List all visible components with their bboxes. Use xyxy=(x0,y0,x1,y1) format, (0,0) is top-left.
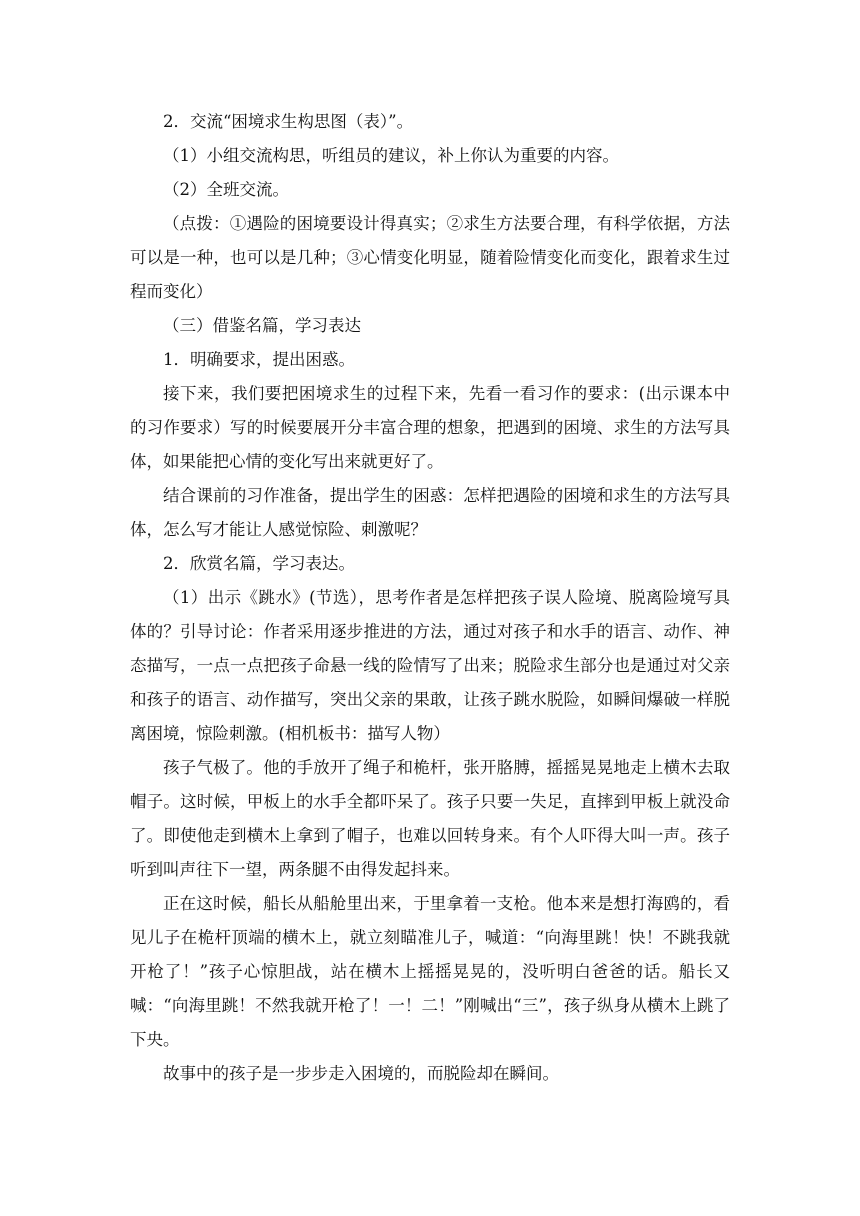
paragraph-excerpt-part-1: 孩子气极了。他的手放开了绳子和桅杆，张开胳膊，摇摇晃晃地走上横木去取帽子。这时候，甲板上的水手全都吓呆了。孩子只要一失足，直摔到甲板上就没命了。即使他走到横木上拿到了帽子，也难以回转身来。有个人吓得大叫一声。孩子听到叫声往下一望，两条腿不由得发起抖来。 xyxy=(130,758,730,879)
paragraph-group-exchange: （1）小组交流构思，听组员的建议，补上你认为重要的内容。 xyxy=(163,146,619,165)
paragraph-jump-excerpt-analysis: （1）出示《跳水》(节选），思考作者是怎样把孩子误人险境、脱离险境写具体的？引导讨论：作者采用逐步推进的方法，通过对孩子和水手的语言、动作、神态描写，一点一点把孩子命悬一线的险情写了出来；脱险求生部分也是通过对父亲和孩子的语言、动作描写，突出父亲的果敢，让孩子跳水脱险，如瞬间爆破一样脱离困境，惊险刺激。(相机板书：描写人物） xyxy=(130,588,730,743)
paragraph-guidance-note: （点拨：①遇险的困境要设计得真实；②求生方法要合理，有科学依据，方法可以是一种，也可以是几种；③心情变化明显，随着险情变化而变化，跟着求生过程而变化） xyxy=(130,214,730,301)
section-heading-learn-expression: （三）借鉴名篇，学习表达 xyxy=(163,316,361,335)
paragraph-student-confusion: 结合课前的习作准备，提出学生的困惑：怎样把遇险的困境和求生的方法写具体，怎么写才能让人感觉惊险、刺激呢？ xyxy=(130,486,730,539)
paragraph-exchange-heading: 2．交流“困境求生构思图（表）”。 xyxy=(163,112,414,131)
paragraph-conclusion: 故事中的孩子是一步步走入困境的，而脱险却在瞬间。 xyxy=(163,1064,559,1083)
paragraph-excerpt-part-2: 正在这时候，船长从船舱里出来，于里拿着一支枪。他本来是想打海鸥的，看见儿子在桅杆顶端的横木上，就立刻瞄准儿子，喊道：“向海里跳！快！不跳我就开枪了！”孩子心惊胆战，站在横木上摇摇晃晃的，没听明白爸爸的话。船长又喊：“向海里跳！不然我就开枪了！一！二！”刚喊出“三”，孩子纵身从横木上跳了下央。 xyxy=(130,894,730,1049)
document-body xyxy=(130,105,730,1091)
paragraph-writing-requirements: 接下来，我们要把困境求生的过程下来，先看一看习作的要求：(出示课本中的习作要求）写的时候要展开分丰富合理的想象，把遇到的困境、求生的方法写具体，如果能把心情的变化写出来就更好了。 xyxy=(130,384,730,471)
paragraph-clarify-requirements: 1．明确要求，提出困惑。 xyxy=(163,350,355,369)
paragraph-appreciate-masterpiece: 2．欣赏名篇，学习表达。 xyxy=(163,554,355,573)
paragraph-class-exchange: （2）全班交流。 xyxy=(163,180,289,199)
